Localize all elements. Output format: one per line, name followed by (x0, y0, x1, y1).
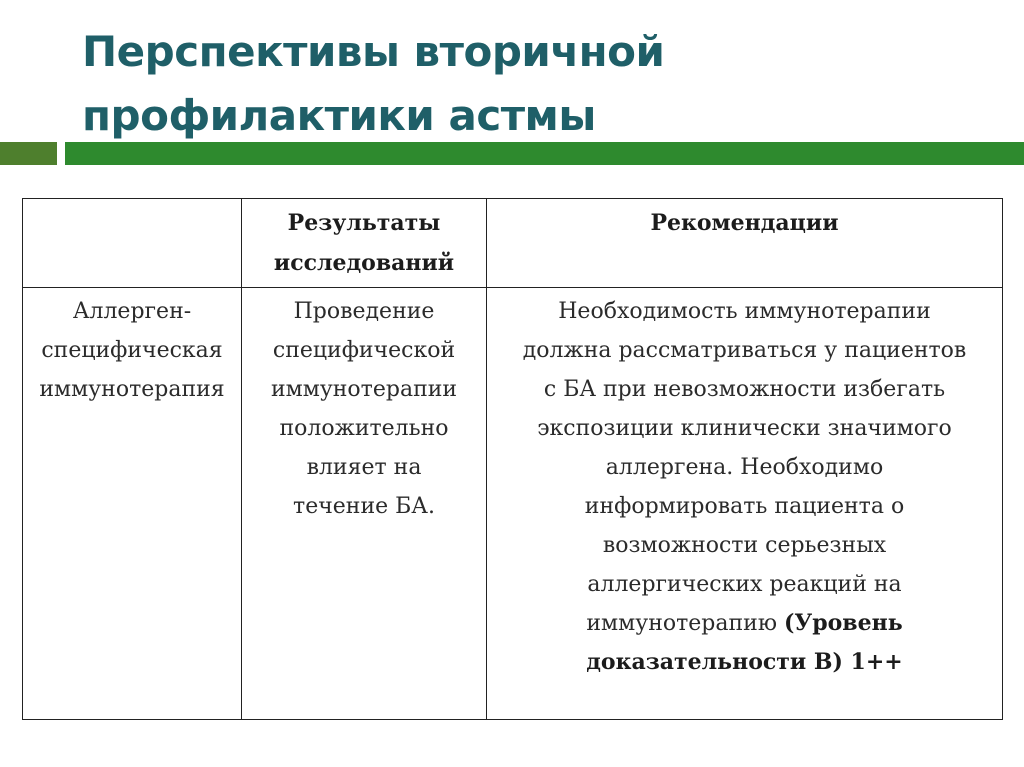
rec-line-10-bold: доказательности В) 1++ (586, 649, 903, 675)
rec-line-5: аллергена. Необходимо (605, 455, 884, 480)
rec-line-6: информировать пациента о (584, 494, 905, 519)
header-cell-recommendations: Рекомендации (487, 199, 1003, 288)
rec-line-9-plain: иммунотерапию (586, 611, 784, 636)
header-row (23, 199, 1003, 288)
rec-line-7: возможности серьезных (602, 533, 887, 558)
cell-recommendations (487, 288, 1003, 720)
results-line-2: специфической (272, 338, 456, 363)
method-line-2: специфическая (41, 338, 223, 363)
table-header (23, 199, 1003, 288)
rec-line-3: с БА при невозможности избегать (543, 377, 946, 402)
rec-line-4: экспозиции клинически значимого (537, 416, 952, 441)
cell-method (23, 288, 242, 720)
slide-title-line-2: профилактики астмы (82, 91, 596, 140)
method-line-1: Аллерген- (72, 299, 192, 324)
accent-square (0, 142, 57, 165)
results-line-1: Проведение (293, 299, 435, 324)
accent-bar (65, 142, 1024, 165)
rec-line-2: должна рассматриваться у пациентов (522, 338, 967, 363)
header-results-line-2: исследований (273, 250, 455, 276)
results-line-4: положительно (279, 416, 449, 441)
slide-title (82, 20, 982, 148)
table-row (23, 288, 1003, 720)
rec-line-8: аллергических реакций на (587, 572, 902, 597)
header-results-line-1: Результаты (287, 210, 441, 236)
content-table (22, 198, 1003, 720)
slide-title-line-1: Перспективы вторичной (82, 27, 665, 76)
table-body (23, 288, 1003, 720)
header-cell-results (242, 199, 487, 288)
method-line-3: иммунотерапия (39, 377, 225, 402)
results-line-6: течение БА. (293, 494, 435, 519)
rec-line-9-bold: (Уровень (783, 610, 903, 636)
cell-results (242, 288, 487, 720)
rec-line-1: Необходимость иммунотерапии (558, 299, 931, 324)
header-cell-empty (23, 199, 242, 288)
results-line-3: иммунотерапии (270, 377, 458, 402)
results-line-5: влияет на (306, 455, 422, 480)
